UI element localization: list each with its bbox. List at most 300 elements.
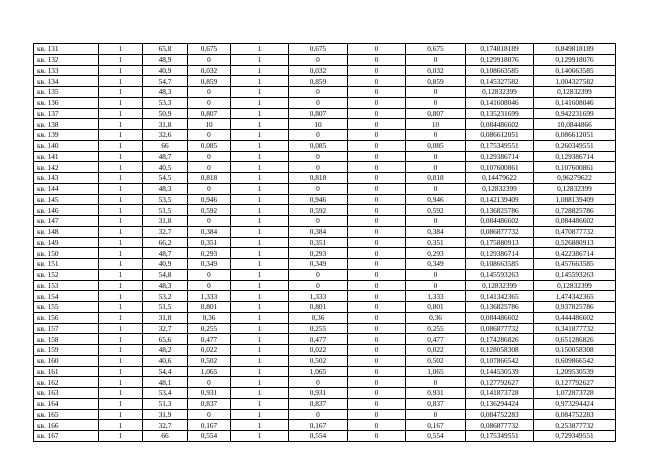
share-cell: 0,107866542 — [466, 355, 534, 366]
value-c-cell: 0,167 — [406, 420, 466, 431]
share-cell: 0,136825786 — [466, 205, 534, 216]
apartment-cell: кв. 131 — [34, 44, 99, 55]
area-cell: 53,2 — [143, 291, 188, 302]
area-cell: 31,8 — [143, 216, 188, 227]
total-cell: 0,084752283 — [534, 409, 616, 420]
share-cell: 0,141608046 — [466, 97, 534, 108]
data-table — [33, 43, 616, 442]
coef-cell: 1 — [231, 130, 289, 141]
total-cell: 0,849818189 — [534, 44, 616, 55]
apartment-cell: кв. 147 — [34, 216, 99, 227]
value-b-cell: 0,502 — [289, 355, 348, 366]
total-cell: 0,422386714 — [534, 248, 616, 259]
share-cell: 0,084486602 — [466, 312, 534, 323]
area-cell: 32,6 — [143, 130, 188, 141]
count-cell: 1 — [99, 119, 143, 130]
coef-cell: 1 — [231, 205, 289, 216]
apartment-cell: кв. 165 — [34, 409, 99, 420]
total-cell: 0,129386714 — [534, 151, 616, 162]
value-a-cell: 0,36 — [188, 312, 231, 323]
value-b-cell: 0 — [289, 216, 348, 227]
value-a-cell: 0 — [188, 216, 231, 227]
count-cell: 1 — [99, 312, 143, 323]
count-cell: 1 — [99, 205, 143, 216]
zero-cell: 0 — [348, 65, 406, 76]
zero-cell: 0 — [348, 87, 406, 98]
coef-cell: 1 — [231, 420, 289, 431]
table-row — [34, 334, 616, 345]
share-cell: 0,108663585 — [466, 65, 534, 76]
share-cell: 0,12832399 — [466, 87, 534, 98]
apartment-cell: кв. 153 — [34, 280, 99, 291]
area-cell: 48,2 — [143, 345, 188, 356]
zero-cell: 0 — [348, 237, 406, 248]
zero-cell: 0 — [348, 312, 406, 323]
share-cell: 0,141342365 — [466, 291, 534, 302]
total-cell: 0,526880913 — [534, 237, 616, 248]
value-c-cell: 0,032 — [406, 65, 466, 76]
share-cell: 0,144530539 — [466, 366, 534, 377]
value-a-cell: 0 — [188, 97, 231, 108]
apartment-cell: кв. 166 — [34, 420, 99, 431]
zero-cell: 0 — [348, 248, 406, 259]
count-cell: 1 — [99, 366, 143, 377]
apartment-cell: кв. 146 — [34, 205, 99, 216]
area-cell: 51,5 — [143, 205, 188, 216]
total-cell: 0,086612051 — [534, 130, 616, 141]
table-row — [34, 162, 616, 173]
value-c-cell: 0,36 — [406, 312, 466, 323]
value-c-cell: 0,477 — [406, 334, 466, 345]
zero-cell: 0 — [348, 420, 406, 431]
share-cell: 0,136825786 — [466, 302, 534, 313]
value-c-cell: 0,818 — [406, 173, 466, 184]
value-c-cell: 0 — [406, 183, 466, 194]
table-row — [34, 183, 616, 194]
coef-cell: 1 — [231, 312, 289, 323]
table-row — [34, 76, 616, 87]
share-cell: 0,129918076 — [466, 54, 534, 65]
count-cell: 1 — [99, 259, 143, 270]
value-c-cell: 0,807 — [406, 108, 466, 119]
area-cell: 31,9 — [143, 409, 188, 420]
total-cell: 0,444486602 — [534, 312, 616, 323]
table-row — [34, 366, 616, 377]
total-cell: 0,457663585 — [534, 259, 616, 270]
value-b-cell: 0 — [289, 377, 348, 388]
total-cell: 0,140663585 — [534, 65, 616, 76]
area-cell: 48,9 — [143, 54, 188, 65]
coef-cell: 1 — [231, 76, 289, 87]
count-cell: 1 — [99, 345, 143, 356]
value-a-cell: 0,349 — [188, 259, 231, 270]
area-cell: 32,7 — [143, 323, 188, 334]
value-c-cell: 0 — [406, 377, 466, 388]
share-cell: 0,135231699 — [466, 108, 534, 119]
value-a-cell: 0,592 — [188, 205, 231, 216]
value-a-cell: 0,807 — [188, 108, 231, 119]
table-row — [34, 119, 616, 130]
value-c-cell: 0,554 — [406, 431, 466, 442]
value-c-cell: 0,349 — [406, 259, 466, 270]
total-cell: 0,341877732 — [534, 323, 616, 334]
count-cell: 1 — [99, 183, 143, 194]
area-cell: 66 — [143, 140, 188, 151]
total-cell: 0,12832399 — [534, 183, 616, 194]
share-cell: 0,141873728 — [466, 388, 534, 399]
zero-cell: 0 — [348, 130, 406, 141]
share-cell: 0,084486602 — [466, 216, 534, 227]
zero-cell: 0 — [348, 388, 406, 399]
count-cell: 1 — [99, 323, 143, 334]
total-cell: 0,253877732 — [534, 420, 616, 431]
coef-cell: 1 — [231, 97, 289, 108]
total-cell: 0,145593263 — [534, 269, 616, 280]
apartment-cell: кв. 135 — [34, 87, 99, 98]
value-c-cell: 0,384 — [406, 226, 466, 237]
value-a-cell: 0,818 — [188, 173, 231, 184]
total-cell: 0,729349551 — [534, 431, 616, 442]
apartment-cell: кв. 150 — [34, 248, 99, 259]
total-cell: 0,96279622 — [534, 173, 616, 184]
zero-cell: 0 — [348, 366, 406, 377]
value-b-cell: 0 — [289, 97, 348, 108]
value-a-cell: 0 — [188, 151, 231, 162]
total-cell: 0,12832399 — [534, 87, 616, 98]
value-c-cell: 0,255 — [406, 323, 466, 334]
zero-cell: 0 — [348, 151, 406, 162]
apartment-cell: кв. 156 — [34, 312, 99, 323]
area-cell: 54,8 — [143, 269, 188, 280]
apartment-cell: кв. 148 — [34, 226, 99, 237]
table-row — [34, 108, 616, 119]
zero-cell: 0 — [348, 259, 406, 270]
count-cell: 1 — [99, 194, 143, 205]
table-row — [34, 280, 616, 291]
coef-cell: 1 — [231, 44, 289, 55]
value-a-cell: 0 — [188, 162, 231, 173]
zero-cell: 0 — [348, 431, 406, 442]
total-cell: 0,12832399 — [534, 280, 616, 291]
share-cell: 0,175349551 — [466, 140, 534, 151]
zero-cell: 0 — [348, 97, 406, 108]
table-row — [34, 130, 616, 141]
total-cell: 0,942231699 — [534, 108, 616, 119]
value-a-cell: 10 — [188, 119, 231, 130]
value-a-cell: 0,293 — [188, 248, 231, 259]
count-cell: 1 — [99, 291, 143, 302]
value-b-cell: 0,477 — [289, 334, 348, 345]
area-cell: 65,6 — [143, 334, 188, 345]
apartment-cell: кв. 157 — [34, 323, 99, 334]
value-b-cell: 0,801 — [289, 302, 348, 313]
value-a-cell: 0,859 — [188, 76, 231, 87]
value-a-cell: 0 — [188, 269, 231, 280]
table-row — [34, 355, 616, 366]
count-cell: 1 — [99, 420, 143, 431]
area-cell: 40,5 — [143, 162, 188, 173]
count-cell: 1 — [99, 76, 143, 87]
count-cell: 1 — [99, 140, 143, 151]
area-cell: 48,3 — [143, 280, 188, 291]
apartment-cell: кв. 132 — [34, 54, 99, 65]
value-a-cell: 1,333 — [188, 291, 231, 302]
table-row — [34, 237, 616, 248]
count-cell: 1 — [99, 334, 143, 345]
coef-cell: 1 — [231, 183, 289, 194]
area-cell: 40,6 — [143, 355, 188, 366]
table-row — [34, 302, 616, 313]
count-cell: 1 — [99, 280, 143, 291]
share-cell: 0,12832399 — [466, 280, 534, 291]
count-cell: 1 — [99, 269, 143, 280]
area-cell: 48,7 — [143, 151, 188, 162]
value-b-cell: 0 — [289, 183, 348, 194]
value-c-cell: 0,801 — [406, 302, 466, 313]
area-cell: 53,4 — [143, 388, 188, 399]
coef-cell: 1 — [231, 280, 289, 291]
total-cell: 0,651286826 — [534, 334, 616, 345]
apartment-cell: кв. 138 — [34, 119, 99, 130]
value-b-cell: 0,022 — [289, 345, 348, 356]
total-cell: 0,141608046 — [534, 97, 616, 108]
coef-cell: 1 — [231, 398, 289, 409]
apartment-cell: кв. 152 — [34, 269, 99, 280]
value-b-cell: 0 — [289, 269, 348, 280]
zero-cell: 0 — [348, 291, 406, 302]
area-cell: 65,8 — [143, 44, 188, 55]
apartment-cell: кв. 142 — [34, 162, 99, 173]
total-cell: 1,072873728 — [534, 388, 616, 399]
total-cell: 0,127792627 — [534, 377, 616, 388]
value-a-cell: 0,502 — [188, 355, 231, 366]
area-cell: 32,7 — [143, 420, 188, 431]
value-c-cell: 0 — [406, 87, 466, 98]
total-cell: 0,937825786 — [534, 302, 616, 313]
value-b-cell: 0,085 — [289, 140, 348, 151]
coef-cell: 1 — [231, 431, 289, 442]
coef-cell: 1 — [231, 194, 289, 205]
zero-cell: 0 — [348, 183, 406, 194]
apartment-cell: кв. 136 — [34, 97, 99, 108]
area-cell: 66,2 — [143, 237, 188, 248]
table-row — [34, 226, 616, 237]
apartment-cell: кв. 162 — [34, 377, 99, 388]
value-c-cell: 0,085 — [406, 140, 466, 151]
value-b-cell: 0,351 — [289, 237, 348, 248]
value-c-cell: 0 — [406, 280, 466, 291]
count-cell: 1 — [99, 398, 143, 409]
value-c-cell: 0,675 — [406, 44, 466, 55]
total-cell: 0,084486602 — [534, 216, 616, 227]
apartment-cell: кв. 159 — [34, 345, 99, 356]
table-row — [34, 87, 616, 98]
value-a-cell: 0,085 — [188, 140, 231, 151]
table-row — [34, 151, 616, 162]
share-cell: 0,107600861 — [466, 162, 534, 173]
total-cell: 1,474342365 — [534, 291, 616, 302]
value-c-cell: 0 — [406, 151, 466, 162]
area-cell: 48,3 — [143, 87, 188, 98]
coef-cell: 1 — [231, 388, 289, 399]
zero-cell: 0 — [348, 108, 406, 119]
coef-cell: 1 — [231, 216, 289, 227]
coef-cell: 1 — [231, 291, 289, 302]
area-cell: 53,5 — [143, 194, 188, 205]
count-cell: 1 — [99, 65, 143, 76]
value-a-cell: 0 — [188, 87, 231, 98]
count-cell: 1 — [99, 216, 143, 227]
value-a-cell: 0,032 — [188, 65, 231, 76]
value-b-cell: 0,032 — [289, 65, 348, 76]
apartment-cell: кв. 151 — [34, 259, 99, 270]
coef-cell: 1 — [231, 345, 289, 356]
total-cell: 0,150058308 — [534, 345, 616, 356]
apartment-cell: кв. 133 — [34, 65, 99, 76]
value-a-cell: 0 — [188, 409, 231, 420]
value-b-cell: 0 — [289, 151, 348, 162]
zero-cell: 0 — [348, 226, 406, 237]
coef-cell: 1 — [231, 323, 289, 334]
coef-cell: 1 — [231, 173, 289, 184]
value-b-cell: 0 — [289, 280, 348, 291]
total-cell: 0,107600861 — [534, 162, 616, 173]
table-row — [34, 54, 616, 65]
value-b-cell: 0 — [289, 409, 348, 420]
count-cell: 1 — [99, 302, 143, 313]
share-cell: 0,174286826 — [466, 334, 534, 345]
share-cell: 0,086877732 — [466, 323, 534, 334]
share-cell: 0,175880913 — [466, 237, 534, 248]
share-cell: 0,14479622 — [466, 173, 534, 184]
value-c-cell: 0 — [406, 269, 466, 280]
coef-cell: 1 — [231, 237, 289, 248]
coef-cell: 1 — [231, 226, 289, 237]
total-cell: 0,129918076 — [534, 54, 616, 65]
table-row — [34, 377, 616, 388]
value-b-cell: 0,931 — [289, 388, 348, 399]
value-c-cell: 1,333 — [406, 291, 466, 302]
table-row — [34, 259, 616, 270]
share-cell: 0,127792627 — [466, 377, 534, 388]
zero-cell: 0 — [348, 173, 406, 184]
share-cell: 0,175349551 — [466, 431, 534, 442]
share-cell: 0,136294424 — [466, 398, 534, 409]
count-cell: 1 — [99, 97, 143, 108]
value-b-cell: 0,946 — [289, 194, 348, 205]
value-b-cell: 0,36 — [289, 312, 348, 323]
apartment-cell: кв. 158 — [34, 334, 99, 345]
coef-cell: 1 — [231, 334, 289, 345]
zero-cell: 0 — [348, 205, 406, 216]
count-cell: 1 — [99, 54, 143, 65]
total-cell: 1,004327582 — [534, 76, 616, 87]
table-row — [34, 312, 616, 323]
coef-cell: 1 — [231, 151, 289, 162]
total-cell: 0,728825786 — [534, 205, 616, 216]
table-row — [34, 323, 616, 334]
table-row — [34, 420, 616, 431]
table-row — [34, 173, 616, 184]
area-cell: 32,7 — [143, 226, 188, 237]
coef-cell: 1 — [231, 409, 289, 420]
area-cell: 54,4 — [143, 366, 188, 377]
coef-cell: 1 — [231, 269, 289, 280]
coef-cell: 1 — [231, 54, 289, 65]
table-row — [34, 409, 616, 420]
share-cell: 0,174818189 — [466, 44, 534, 55]
coef-cell: 1 — [231, 65, 289, 76]
zero-cell: 0 — [348, 355, 406, 366]
zero-cell: 0 — [348, 323, 406, 334]
table-row — [34, 291, 616, 302]
area-cell: 54,7 — [143, 76, 188, 87]
value-a-cell: 0,675 — [188, 44, 231, 55]
table-row — [34, 65, 616, 76]
total-cell: 0,260349551 — [534, 140, 616, 151]
count-cell: 1 — [99, 173, 143, 184]
apartment-cell: кв. 154 — [34, 291, 99, 302]
total-cell: 10,0844866 — [534, 119, 616, 130]
value-a-cell: 0,022 — [188, 345, 231, 356]
zero-cell: 0 — [348, 409, 406, 420]
area-cell: 51,5 — [143, 302, 188, 313]
coef-cell: 1 — [231, 108, 289, 119]
apartment-cell: кв. 163 — [34, 388, 99, 399]
count-cell: 1 — [99, 87, 143, 98]
value-c-cell: 10 — [406, 119, 466, 130]
coef-cell: 1 — [231, 259, 289, 270]
table-body — [34, 44, 616, 442]
share-cell: 0,142139409 — [466, 194, 534, 205]
share-cell: 0,086877732 — [466, 226, 534, 237]
coef-cell: 1 — [231, 162, 289, 173]
value-b-cell: 0 — [289, 87, 348, 98]
zero-cell: 0 — [348, 119, 406, 130]
value-a-cell: 0,384 — [188, 226, 231, 237]
apartment-cell: кв. 134 — [34, 76, 99, 87]
table-row — [34, 97, 616, 108]
coef-cell: 1 — [231, 366, 289, 377]
table-row — [34, 345, 616, 356]
value-b-cell: 0,837 — [289, 398, 348, 409]
apartment-cell: кв. 137 — [34, 108, 99, 119]
table-row — [34, 398, 616, 409]
total-cell: 0,973294424 — [534, 398, 616, 409]
value-b-cell: 0,818 — [289, 173, 348, 184]
area-cell: 54,5 — [143, 173, 188, 184]
value-b-cell: 0,554 — [289, 431, 348, 442]
coef-cell: 1 — [231, 119, 289, 130]
value-c-cell: 0,502 — [406, 355, 466, 366]
share-cell: 0,084752283 — [466, 409, 534, 420]
share-cell: 0,128058308 — [466, 345, 534, 356]
zero-cell: 0 — [348, 302, 406, 313]
coef-cell: 1 — [231, 248, 289, 259]
area-cell: 31,8 — [143, 119, 188, 130]
area-cell: 48,1 — [143, 377, 188, 388]
total-cell: 0,470877732 — [534, 226, 616, 237]
area-cell: 50,9 — [143, 108, 188, 119]
value-a-cell: 0,255 — [188, 323, 231, 334]
area-cell: 66 — [143, 431, 188, 442]
value-c-cell: 0,946 — [406, 194, 466, 205]
value-b-cell: 0,675 — [289, 44, 348, 55]
zero-cell: 0 — [348, 162, 406, 173]
table-row — [34, 269, 616, 280]
value-c-cell: 0 — [406, 409, 466, 420]
value-a-cell: 0 — [188, 377, 231, 388]
